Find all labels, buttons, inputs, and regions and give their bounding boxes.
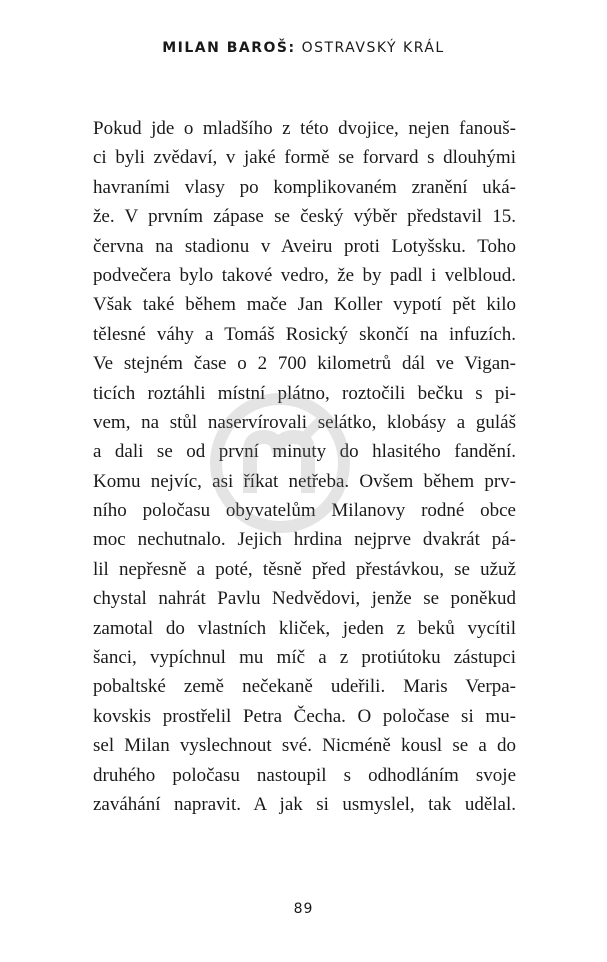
text-line: Pokud jde o mladšího z této dvojice, nejen fanouš- [93, 118, 516, 139]
text-line: druhého poločasu nastoupil s odhodláním svoje [93, 764, 516, 786]
text-line: chystal nahrát Pavlu Nedvědovi, jenže se poněkud [93, 588, 516, 610]
text-line: zamotal do vlastních kliček, jeden z beků vycítil [93, 617, 516, 639]
text-line: ního poločasu obyvatelům Milanovy rodné obce [93, 500, 516, 522]
text-line: ticích roztáhli místní plátno, roztočili bečku s pi- [93, 382, 516, 404]
header-title: OSTRAVSKÝ KRÁL [301, 40, 445, 56]
text-line: Komu nejvíc, asi říkat netřeba. Ovšem během prv- [93, 470, 516, 492]
running-header [0, 40, 607, 56]
text-line: Ve stejném čase o 2 700 kilometrů dál ve Vigan- [93, 353, 516, 375]
text-line: že. V prvním zápase se český výběr představil 15. [93, 206, 516, 228]
text-line: Však také během mače Jan Koller vypotí pět kilo [93, 294, 516, 316]
text-line: kovskis prostřelil Petra Čecha. O poločase si mu- [93, 705, 516, 727]
header-author: MILAN BAROŠ: [162, 40, 296, 56]
text-line: zaváhání napravit. A jak si usmyslel, tak udělal. [93, 793, 516, 815]
text-line: podvečera bylo takové vedro, že by padl i velbloud. [93, 264, 516, 286]
body-text [93, 114, 516, 819]
text-line: šanci, vypíchnul mu míč a z protiútoku zástupci [93, 647, 516, 669]
text-line: pobaltské země nečekaně udeřili. Maris Verpa- [93, 676, 516, 698]
text-line: tělesné váhy a Tomáš Rosický skončí na infuzích. [93, 323, 516, 345]
text-line: vem, na stůl naservírovali selátko, klobásy a guláš [93, 411, 516, 433]
text-line: moc nechutnalo. Jejich hrdina nejprve dvakrát pá- [93, 529, 516, 551]
text-line: lil nepřesně a poté, těsně před přestávkou, se užuž [93, 558, 516, 580]
text-line: a dali se od první minuty do hlasitého fandění. [93, 441, 516, 463]
page-number: 89 [293, 901, 314, 917]
text-line: sel Milan vyslechnout své. Nicméně kousl se a do [93, 735, 516, 757]
text-line: června na stadionu v Aveiru proti Lotyšsku. Toho [93, 235, 516, 257]
text-line: ci byli zvědaví, v jaké formě se forvard s dlouhými [93, 147, 516, 169]
text-line: havraními vlasy po komplikovaném zranění uká- [93, 176, 516, 198]
